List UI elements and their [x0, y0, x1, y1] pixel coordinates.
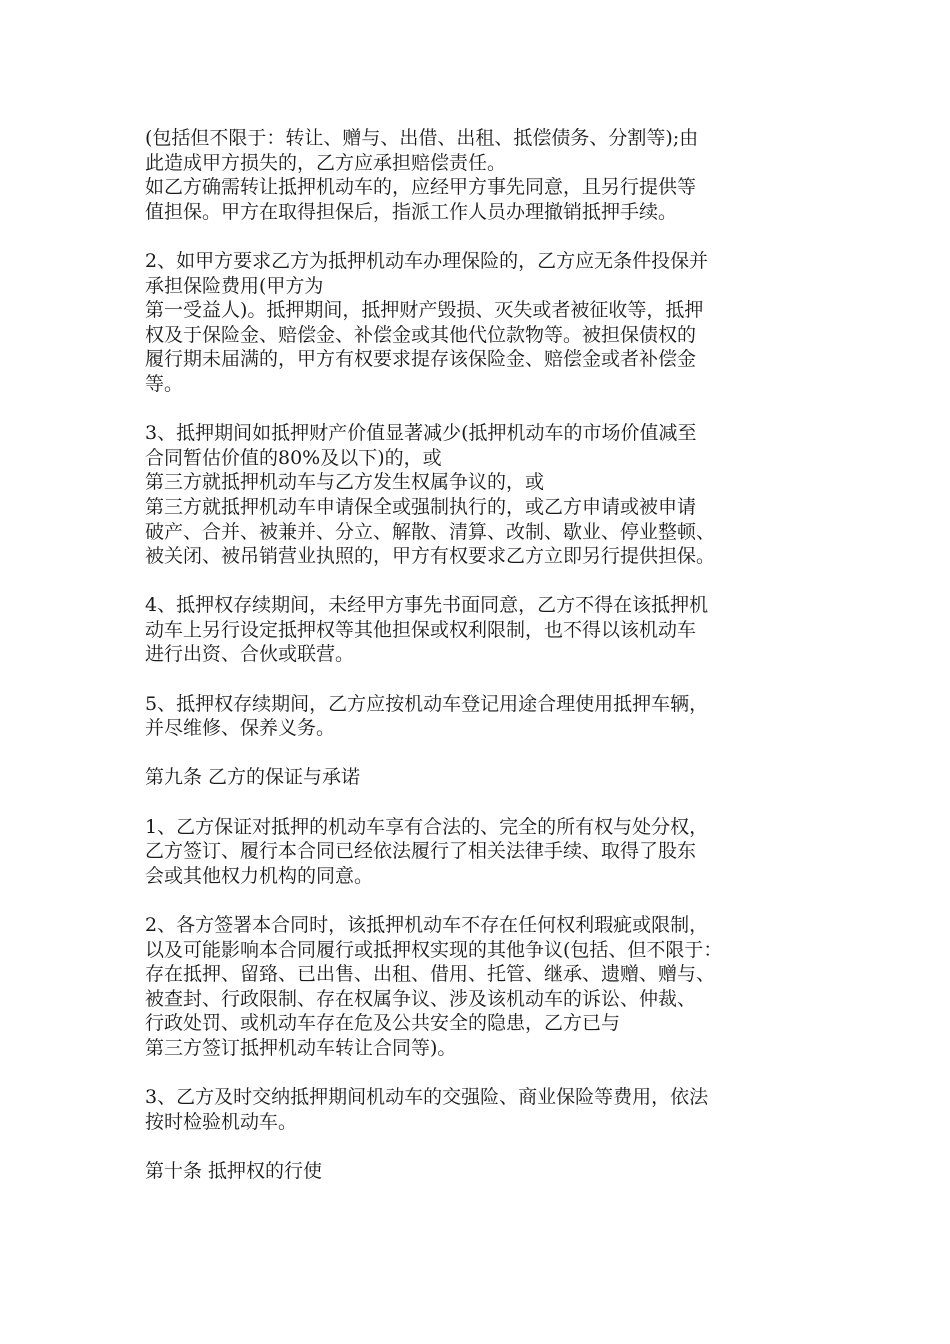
text-line: 被关闭、被吊销营业执照的，甲方有权要求乙方立即另行提供担保。 [145, 545, 716, 568]
article-9-item-1 [145, 815, 835, 889]
text-line: 此造成甲方损失的，乙方应承担赔偿责任。 [145, 151, 507, 174]
text-line: 以及可能影响本合同履行或抵押权实现的其他争议(包括、但不限于： [145, 938, 723, 961]
text-line: 3、抵押期间如抵押财产价值显著减少(抵押机动车的市场价值减至 [145, 422, 697, 445]
intro-clause [145, 126, 835, 224]
text-line: 乙方签订、履行本合同已经依法履行了相关法律手续、取得了股东 [145, 840, 697, 863]
text-line: 值担保。甲方在取得担保后，指派工作人员办理撤销抵押手续。 [145, 200, 678, 223]
text-line: 按时检验机动车。 [145, 1110, 298, 1133]
text-line: 5、抵押权存续期间，乙方应按机动车登记用途合理使用抵押车辆， [145, 692, 709, 715]
text-line: 破产、合并、被兼并、分立、解散、清算、改制、歇业、停业整顿、 [145, 520, 716, 543]
section-heading: 第十条 抵押权的行使 [145, 1159, 323, 1182]
text-line: 并尽维修、保养义务。 [145, 717, 336, 740]
section-heading: 第九条 乙方的保证与承诺 [145, 766, 361, 789]
text-line: 等。 [145, 372, 184, 395]
text-line: 第三方就抵押机动车与乙方发生权属争议的，或 [145, 471, 545, 494]
clause-2-insurance [145, 249, 835, 397]
text-line: 会或其他权力机构的同意。 [145, 864, 374, 887]
document-page [145, 126, 835, 1208]
text-line: (包括但不限于：转让、赠与、出借、出租、抵偿债务、分割等);由 [145, 127, 699, 149]
article-9-heading [145, 765, 835, 790]
article-10-heading [145, 1159, 835, 1184]
text-line: 3、乙方及时交纳抵押期间机动车的交强险、商业保险等费用，依法 [145, 1086, 709, 1109]
text-line: 第三方就抵押机动车申请保全或强制执行的，或乙方申请或被申请 [145, 495, 697, 518]
text-line: 进行出资、合伙或联营。 [145, 643, 355, 666]
text-line: 2、如甲方要求乙方为抵押机动车办理保险的，乙方应无条件投保并 [145, 249, 709, 272]
clause-5-maintenance [145, 692, 835, 741]
text-line: 2、各方签署本合同时，该抵押机动车不存在任何权利瑕疵或限制， [145, 914, 709, 936]
article-9-item-3 [145, 1085, 835, 1134]
text-line: 合同暂估价值的80%及以下)的，或 [145, 446, 442, 469]
article-9-item-2 [145, 913, 835, 1061]
clause-3-value-decrease [145, 421, 835, 569]
text-line: 动车上另行设定抵押权等其他担保或权利限制，也不得以该机动车 [145, 618, 697, 641]
text-line: 第三方签订抵押机动车转让合同等)。 [145, 1036, 457, 1059]
text-line: 被查封、行政限制、存在权属争议、涉及该机动车的诉讼、仲裁、 [145, 987, 697, 1010]
text-line: 权及于保险金、赔偿金、补偿金或其他代位款物等。被担保债权的 [145, 323, 697, 346]
text-line: 第一受益人)。抵押期间，抵押财产毁损、灭失或者被征收等，抵押 [145, 299, 704, 322]
clause-4-no-other-security [145, 593, 835, 667]
text-line: 1、乙方保证对抵押的机动车享有合法的、完全的所有权与处分权， [145, 815, 709, 838]
text-line: 存在抵押、留臵、已出售、出租、借用、托管、继承、遗赠、赠与、 [145, 963, 716, 986]
text-line: 承担保险费用(甲方为 [145, 274, 324, 297]
text-line: 4、抵押权存续期间，未经甲方事先书面同意，乙方不得在该抵押机 [145, 594, 709, 617]
text-line: 如乙方确需转让抵押机动车的，应经甲方事先同意，且另行提供等 [145, 176, 697, 199]
text-line: 履行期未届满的，甲方有权要求提存该保险金、赔偿金或者补偿金 [145, 348, 697, 371]
text-line: 行政处罚、或机动车存在危及公共安全的隐患，乙方已与 [145, 1012, 621, 1035]
